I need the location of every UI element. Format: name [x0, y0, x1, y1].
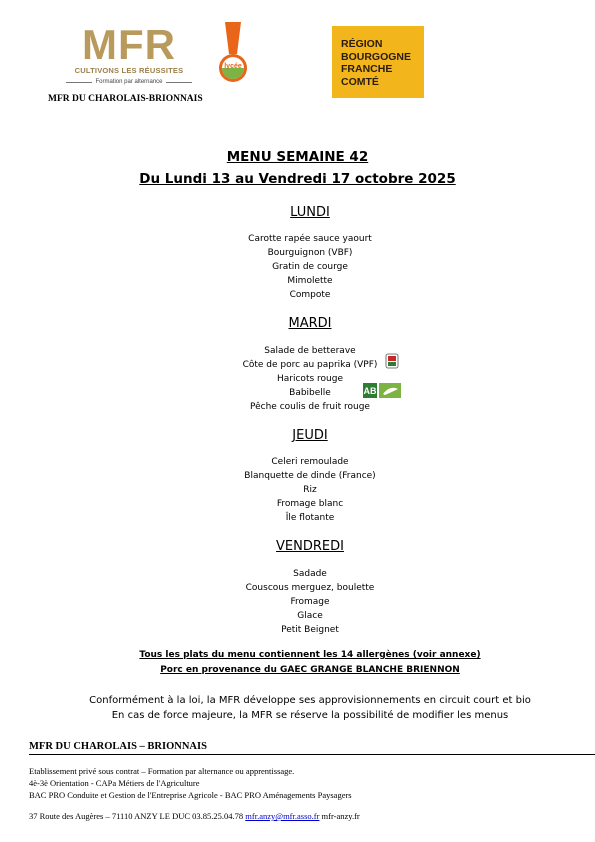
day-items-lundi: [0, 232, 595, 302]
menu-item: Salade de betterave: [264, 346, 356, 356]
menu-item: Mimolette: [287, 276, 333, 286]
day-heading-jeudi: JEUDI: [292, 428, 328, 443]
vpf-label-icon: [385, 353, 399, 369]
menu-item: Île flotante: [285, 513, 335, 523]
day-heading-vendredi: VENDREDI: [276, 539, 344, 554]
menu-item: Sadade: [293, 569, 327, 579]
menu-title: MENU SEMAINE 42: [226, 149, 369, 165]
menu-item: Gratin de courge: [272, 262, 348, 272]
mfr-logo-tagline: CULTIVONS LES RÉUSSITES: [74, 66, 184, 75]
pork-origin-note: Porc en provenance du GAEC GRANGE BLANCHE BRIENNON: [160, 665, 460, 675]
region-line-2: BOURGOGNE: [341, 50, 412, 63]
school-name: MFR DU CHAROLAIS-BRIONNAIS: [48, 94, 203, 104]
menu-item: Pêche coulis de fruit rouge: [250, 402, 370, 412]
region-line-3: FRANCHE: [341, 63, 393, 75]
region-logo-text: [341, 38, 421, 88]
day-heading-mardi: MARDI: [288, 316, 332, 331]
footer-contact: [29, 811, 360, 821]
footer-title: MFR DU CHAROLAIS – BRIONNAIS: [29, 741, 207, 752]
menu-item: Riz: [303, 485, 317, 495]
menu-item: Fromage blanc: [276, 499, 344, 509]
menu-item: Petit Beignet: [281, 625, 339, 635]
menu-item: Blanquette de dinde (France): [244, 471, 376, 481]
svg-text:AB: AB: [363, 386, 377, 396]
menu-item: Compote: [289, 290, 331, 300]
day-items-vendredi: [0, 567, 595, 637]
menu-item: Babibelle: [289, 388, 331, 398]
region-line-1: RÉGION: [341, 38, 383, 50]
mfr-logo-subtitle: Formation par alternance: [95, 79, 163, 85]
menu-item: Côte de porc au paprika (VPF): [242, 360, 378, 370]
lycee-logo-text: lycée: [224, 63, 242, 70]
footer-website[interactable]: mfr-anzy.fr: [321, 811, 360, 821]
day-heading-lundi: LUNDI: [290, 205, 330, 220]
menu-item: Glace: [297, 611, 323, 621]
footer-line: 4è-3è Orientation - CAPa Métiers de l'Agriculture: [29, 778, 200, 788]
mfr-logo-word: MFR: [82, 21, 176, 68]
menu-date-range: Du Lundi 13 au Vendredi 17 octobre 2025: [139, 171, 456, 187]
footer-address: 37 Route des Augères – 71110 ANZY LE DUC 03.85.25.04.78: [29, 811, 244, 821]
day-items-jeudi: [0, 455, 595, 525]
footer-email-link[interactable]: mfr.anzy@mfr.asso.fr: [245, 811, 320, 821]
ab-bio-logo-icon: [363, 383, 401, 398]
legal-note-circuit: Conformément à la loi, la MFR développe ses approvisionnements en circuit court et bio: [89, 695, 531, 706]
menu-item: Fromage: [290, 597, 330, 607]
menu-item: Carotte rapée sauce yaourt: [248, 234, 372, 244]
menu-item: Bourguignon (VBF): [267, 248, 353, 258]
legal-note-force-majeure: En cas de force majeure, la MFR se réserve la possibilité de modifier les menus: [111, 710, 509, 721]
footer-divider: [29, 754, 595, 755]
footer-description: [29, 765, 352, 801]
menu-item: Celeri remoulade: [271, 457, 349, 467]
allergen-note: Tous les plats du menu contiennent les 14 allergènes (voir annexe): [139, 650, 481, 660]
menu-item: Couscous merguez, boulette: [245, 583, 375, 593]
menu-item: Haricots rouge: [277, 374, 343, 384]
footer-line: BAC PRO Conduite et Gestion de l'Entreprise Agricole - BAC PRO Aménagements Paysagers: [29, 790, 352, 800]
region-line-4: COMTÉ: [341, 75, 379, 88]
lycee-logo-icon: [216, 20, 250, 84]
footer-line: Etablissement privé sous contrat – Formation par alternance ou apprentissage.: [29, 766, 295, 776]
day-items-mardi: [0, 344, 595, 414]
